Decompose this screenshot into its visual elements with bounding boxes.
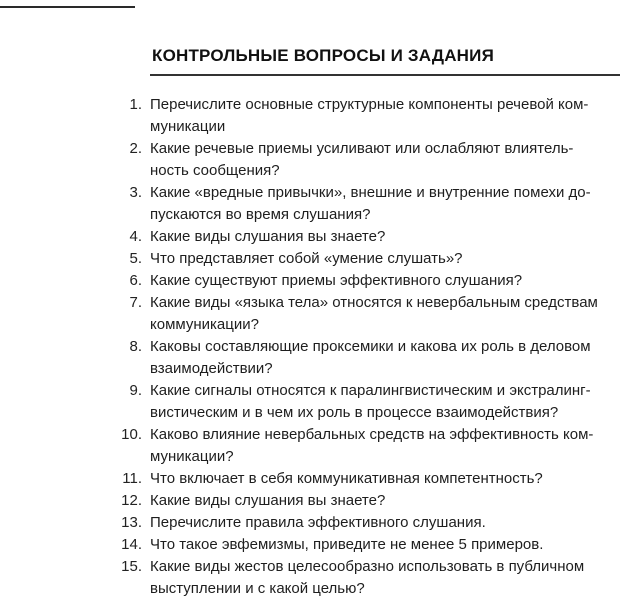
question-line	[0, 204, 620, 226]
question-number: 8.	[129, 338, 142, 355]
question-text: Какие виды «языка тела» относятся к невербальным средствам	[150, 294, 598, 311]
question-line	[0, 402, 620, 424]
question-number: 11.	[122, 470, 142, 487]
heading-rule	[150, 74, 620, 76]
question-number: 1.	[129, 96, 142, 113]
question-line	[0, 358, 620, 380]
question-text: Какие виды слушания вы знаете?	[150, 228, 386, 245]
question-number: 12.	[121, 492, 142, 509]
question-text: муникации	[150, 118, 226, 135]
question-line	[0, 424, 620, 446]
question-line	[0, 138, 620, 160]
question-number: 13.	[121, 514, 142, 531]
question-text: Каково влияние невербальных средств на эффективность ком-	[150, 426, 594, 443]
question-line	[0, 490, 620, 512]
question-line	[0, 292, 620, 314]
question-number: 4.	[129, 228, 142, 245]
question-text: Что представляет собой «умение слушать»?	[150, 250, 463, 267]
question-number: 3.	[129, 184, 142, 201]
question-text: муникации?	[150, 448, 234, 465]
question-text: пускаются во время слушания?	[150, 206, 371, 223]
question-line	[0, 160, 620, 182]
question-text: Какие сигналы относятся к паралингвистическим и экстралинг-	[150, 382, 591, 399]
question-line	[0, 336, 620, 358]
question-number: 14.	[121, 536, 142, 553]
question-line	[0, 380, 620, 402]
question-line	[0, 182, 620, 204]
question-text: Какие «вредные привычки», внешние и внутренние помехи до-	[150, 184, 591, 201]
question-text: ность сообщения?	[150, 162, 280, 179]
question-text: выступлении и с какой целью?	[150, 580, 365, 597]
question-text: Какие виды жестов целесообразно использовать в публичном	[150, 558, 585, 575]
question-line	[0, 94, 620, 116]
question-text: Перечислите основные структурные компоненты речевой ком-	[150, 96, 589, 113]
question-line	[0, 226, 620, 248]
question-number: 6.	[129, 272, 142, 289]
question-line	[0, 270, 620, 292]
question-number: 15.	[121, 558, 142, 575]
question-text: Что такое эвфемизмы, приведите не менее 5 примеров.	[150, 536, 544, 553]
question-line	[0, 446, 620, 468]
question-line	[0, 116, 620, 138]
question-line	[0, 578, 620, 600]
question-number: 10.	[121, 426, 142, 443]
question-text: коммуникации?	[150, 316, 259, 333]
section-heading: КОНТРОЛЬНЫЕ ВОПРОСЫ И ЗАДАНИЯ	[152, 46, 494, 65]
question-text: Перечислите правила эффективного слушания.	[150, 514, 486, 531]
question-number: 2.	[129, 140, 142, 157]
top-rule	[0, 6, 135, 8]
question-text: Какие виды слушания вы знаете?	[150, 492, 386, 509]
question-line	[0, 556, 620, 578]
question-text: Что включает в себя коммуникативная компетентность?	[150, 470, 543, 487]
question-line	[0, 468, 620, 490]
questions-list	[0, 94, 620, 600]
question-number: 7.	[129, 294, 142, 311]
question-line	[0, 512, 620, 534]
question-line	[0, 314, 620, 336]
question-text: Каковы составляющие проксемики и какова их роль в деловом	[150, 338, 591, 355]
question-text: вистическим и в чем их роль в процессе взаимодействия?	[150, 404, 559, 421]
question-text: Какие речевые приемы усиливают или ослабляют влиятель-	[150, 140, 574, 157]
question-line	[0, 534, 620, 556]
question-number: 9.	[129, 382, 142, 399]
question-text: Какие существуют приемы эффективного слушания?	[150, 272, 523, 289]
question-text: взаимодействии?	[150, 360, 273, 377]
question-line	[0, 248, 620, 270]
question-number: 5.	[129, 250, 142, 267]
